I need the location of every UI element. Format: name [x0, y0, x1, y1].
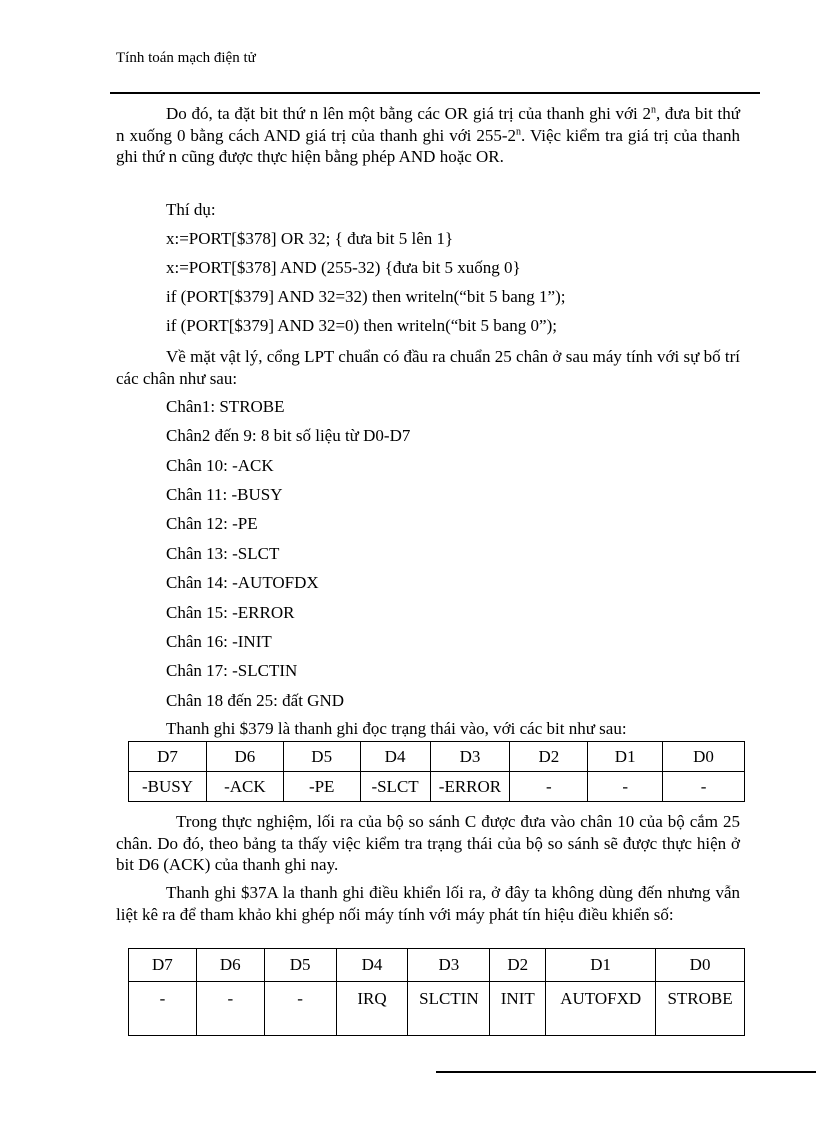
table-header-cell: D1 [546, 949, 656, 982]
pin-item: Chân 11: -BUSY [166, 485, 283, 504]
table-header-cell: D4 [360, 742, 430, 772]
table-cell: AUTOFXD [546, 982, 656, 1036]
table-header-cell: D5 [264, 949, 336, 982]
table-cell: - [129, 982, 197, 1036]
table-cell: INIT [490, 982, 546, 1036]
table-cell: -ERROR [430, 772, 510, 802]
pin-item: Chân 15: -ERROR [166, 603, 295, 622]
paragraph-1: Do đó, ta đặt bit thứ n lên một bằng các OR giá trị của thanh ghi với 2$^n$, đưa bit thứ n xuống 0 bằng cách AND giá trị của thanh ghi với 255-2$^n$. Việc kiểm tra giá trị của thanh ghi thứ n cũng được thực hiện bằng phép AND hoặc OR. [116, 104, 740, 166]
table-header-cell: D5 [283, 742, 360, 772]
paragraph-4: Trong thực nghiệm, lối ra của bộ so sánh C được đưa vào chân 10 của bộ cắm 25 chân. Do đó, theo bảng ta thấy việc kiểm tra trạng thái của bộ so sánh sẽ được thực hiện ở bit D6 (ACK) của thanh ghi nay. [116, 812, 740, 874]
table-cell: -BUSY [129, 772, 207, 802]
pin-item: Chân2 đến 9: 8 bit số liệu từ D0-D7 [166, 426, 411, 445]
table-header-cell: D2 [490, 949, 546, 982]
table-cell: -PE [283, 772, 360, 802]
table-cell: STROBE [656, 982, 745, 1036]
table-cell: IRQ [336, 982, 408, 1036]
table-header-cell: D4 [336, 949, 408, 982]
pin-item: Chân 14: -AUTOFDX [166, 573, 319, 592]
code-line-3: if (PORT[$379] AND 32=32) then writeln(“bit 5 bang 1”); [166, 287, 566, 306]
pin-item: Chân 18 đến 25: đất GND [166, 691, 345, 710]
table-header-cell: D7 [129, 742, 207, 772]
paragraph-5: Thanh ghi $37A la thanh ghi điều khiển lối ra, ở đây ta không dùng đến nhưng vẫn liệt kê ra để tham khảo khi ghép nối máy tính với máy phát tín hiệu điều khiển số: [116, 883, 740, 924]
table-cell: -ACK [206, 772, 283, 802]
table-cell: - [663, 772, 745, 802]
code-line-2: x:=PORT[$378] AND (255-32) {đưa bit 5 xuống 0} [166, 258, 521, 277]
table-header-cell: D3 [430, 742, 510, 772]
code-line-4: if (PORT[$379] AND 32=0) then writeln(“bit 5 bang 0”); [166, 316, 557, 335]
table-row [129, 982, 745, 1036]
table-cell: -SLCT [360, 772, 430, 802]
table-header-cell: D1 [588, 742, 663, 772]
table-row [129, 949, 745, 982]
pin-item: Chân 10: -ACK [166, 456, 274, 475]
table-cell: SLCTIN [408, 982, 490, 1036]
pin-item: Chân1: STROBE [166, 397, 285, 416]
table-header-cell: D3 [408, 949, 490, 982]
table-row [129, 742, 745, 772]
page-header: Tính toán mạch điện tử [116, 50, 256, 66]
status-register-table [128, 741, 745, 802]
header-rule [110, 92, 760, 94]
table-row [129, 772, 745, 802]
table-cell: - [196, 982, 264, 1036]
footer-rule [436, 1071, 816, 1073]
table-header-cell: D6 [196, 949, 264, 982]
table-header-cell: D7 [129, 949, 197, 982]
code-line-1: x:=PORT[$378] OR 32; { đưa bit 5 lên 1} [166, 229, 454, 248]
control-register-table [128, 948, 745, 1036]
pin-item: Chân 13: -SLCT [166, 544, 280, 563]
table-cell: - [510, 772, 588, 802]
example-label: Thí dụ: [166, 200, 216, 219]
table-header-cell: D2 [510, 742, 588, 772]
pin-item: Chân 16: -INIT [166, 632, 272, 651]
paragraph-3: Thanh ghi $379 là thanh ghi đọc trạng thái vào, với các bit như sau: [166, 719, 627, 738]
pin-item: Chân 17: -SLCTIN [166, 661, 298, 680]
table-header-cell: D6 [206, 742, 283, 772]
paragraph-2: Về mặt vật lý, cổng LPT chuẩn có đầu ra chuẩn 25 chân ở sau máy tính với sự bố trí các chân như sau: [116, 347, 740, 388]
table-cell: - [588, 772, 663, 802]
table-header-cell: D0 [656, 949, 745, 982]
table-header-cell: D0 [663, 742, 745, 772]
pin-item: Chân 12: -PE [166, 514, 258, 533]
table-cell: - [264, 982, 336, 1036]
